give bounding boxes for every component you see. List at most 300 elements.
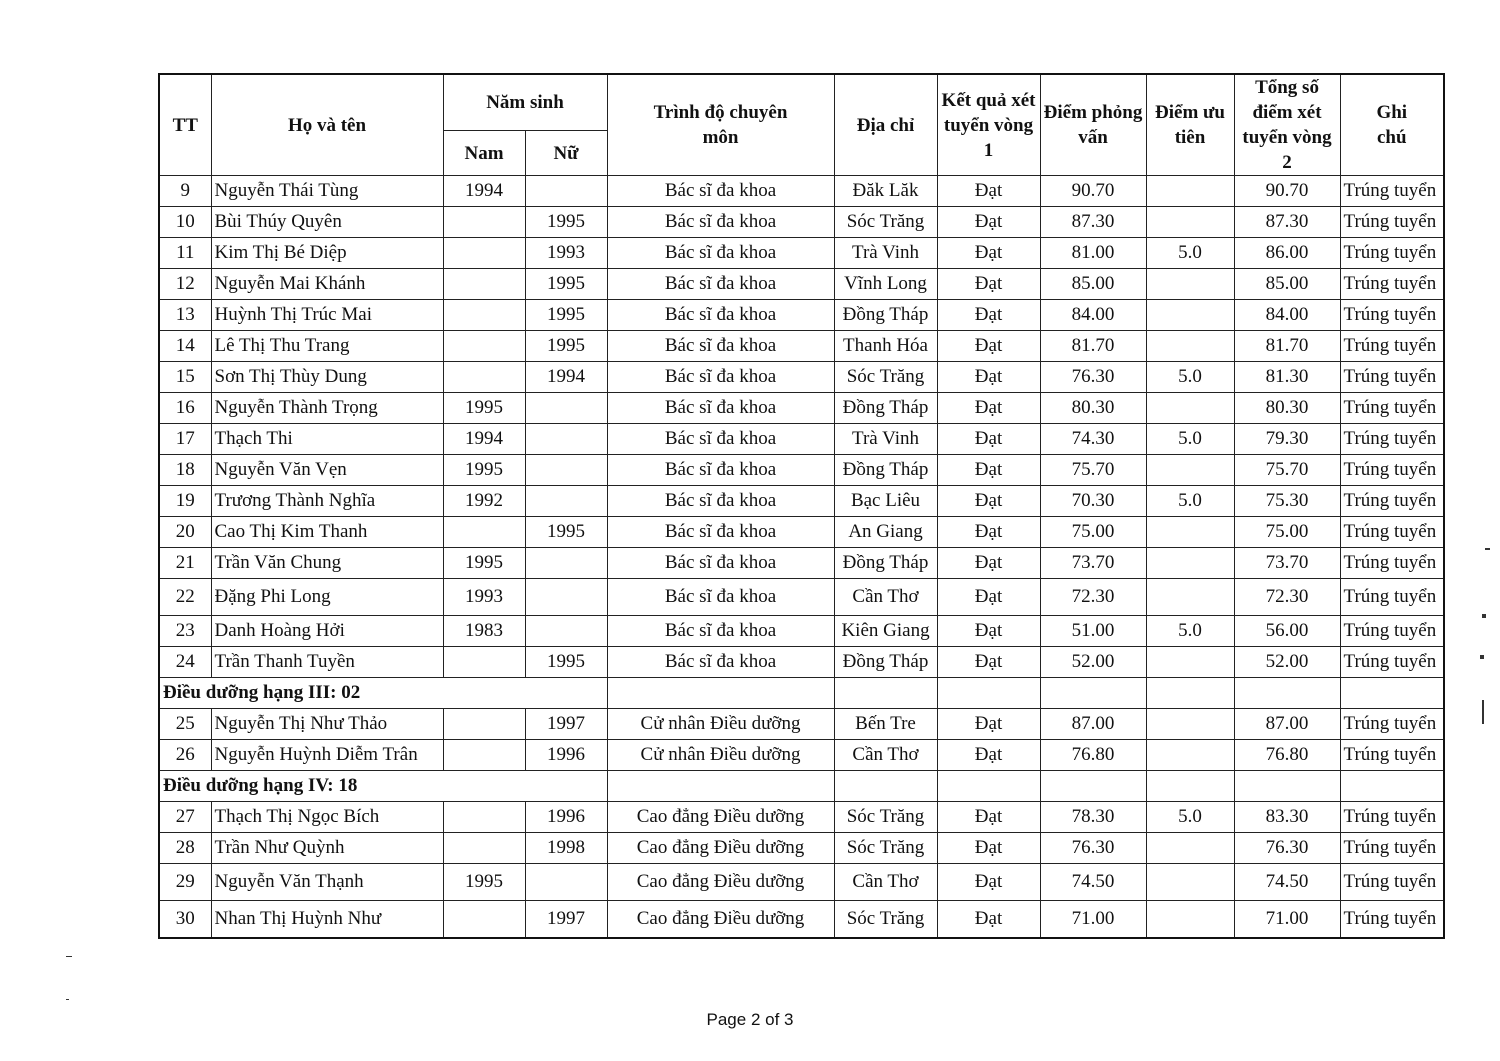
table-row bbox=[159, 579, 1444, 616]
cell-round1-result: Đạt bbox=[937, 802, 1040, 833]
table-row bbox=[159, 331, 1444, 362]
cell-interview-score: 76.80 bbox=[1040, 740, 1146, 771]
cell-birth-male bbox=[443, 207, 525, 238]
scan-mark bbox=[1485, 548, 1490, 550]
cell-name: Nguyễn Mai Khánh bbox=[211, 269, 443, 300]
table-row bbox=[159, 238, 1444, 269]
header-note: Ghi chú bbox=[1340, 74, 1444, 176]
cell-birth-male bbox=[443, 517, 525, 548]
cell-birth-male: 1994 bbox=[443, 424, 525, 455]
empty-cell bbox=[834, 771, 937, 802]
cell-note: Trúng tuyển bbox=[1340, 207, 1444, 238]
cell-qualification: Bác sĩ đa khoa bbox=[607, 300, 834, 331]
empty-cell bbox=[1234, 771, 1340, 802]
cell-address: Sóc Trăng bbox=[834, 901, 937, 938]
cell-birth-male bbox=[443, 300, 525, 331]
cell-qualification: Bác sĩ đa khoa bbox=[607, 207, 834, 238]
cell-note: Trúng tuyển bbox=[1340, 709, 1444, 740]
cell-interview-score: 70.30 bbox=[1040, 486, 1146, 517]
section-row bbox=[159, 678, 1444, 709]
page-footer: Page 2 of 3 bbox=[706, 1010, 794, 1029]
cell-tt: 11 bbox=[159, 238, 211, 269]
cell-address: Đồng Tháp bbox=[834, 393, 937, 424]
cell-birth-female: 1995 bbox=[525, 269, 607, 300]
cell-address: Kiên Giang bbox=[834, 616, 937, 647]
table-row bbox=[159, 517, 1444, 548]
cell-tt: 10 bbox=[159, 207, 211, 238]
cell-interview-score: 81.00 bbox=[1040, 238, 1146, 269]
cell-address: Thanh Hóa bbox=[834, 331, 937, 362]
cell-priority-score bbox=[1146, 709, 1234, 740]
cell-priority-score: 5.0 bbox=[1146, 616, 1234, 647]
cell-qualification: Bác sĩ đa khoa bbox=[607, 238, 834, 269]
cell-interview-score: 74.50 bbox=[1040, 864, 1146, 901]
cell-tt: 18 bbox=[159, 455, 211, 486]
cell-name: Lê Thị Thu Trang bbox=[211, 331, 443, 362]
cell-birth-female bbox=[525, 393, 607, 424]
cell-address: Đăk Lăk bbox=[834, 176, 937, 207]
cell-birth-male: 1994 bbox=[443, 176, 525, 207]
cell-qualification: Cao đẳng Điều dưỡng bbox=[607, 864, 834, 901]
cell-note: Trúng tuyển bbox=[1340, 548, 1444, 579]
cell-name: Thạch Thị Ngọc Bích bbox=[211, 802, 443, 833]
cell-tt: 21 bbox=[159, 548, 211, 579]
cell-birth-male: 1993 bbox=[443, 579, 525, 616]
cell-total-score: 87.00 bbox=[1234, 709, 1340, 740]
cell-address: Cần Thơ bbox=[834, 864, 937, 901]
cell-round1-result: Đạt bbox=[937, 362, 1040, 393]
cell-total-score: 85.00 bbox=[1234, 269, 1340, 300]
table-row bbox=[159, 901, 1444, 938]
section-label: Điều dưỡng hạng IV: 18 bbox=[159, 771, 607, 802]
cell-birth-female bbox=[525, 176, 607, 207]
cell-priority-score: 5.0 bbox=[1146, 424, 1234, 455]
cell-name: Danh Hoàng Hởi bbox=[211, 616, 443, 647]
cell-birth-female: 1995 bbox=[525, 331, 607, 362]
cell-round1-result: Đạt bbox=[937, 709, 1040, 740]
cell-interview-score: 78.30 bbox=[1040, 802, 1146, 833]
cell-tt: 14 bbox=[159, 331, 211, 362]
cell-address: Sóc Trăng bbox=[834, 362, 937, 393]
header-tt: TT bbox=[159, 74, 211, 176]
cell-tt: 23 bbox=[159, 616, 211, 647]
cell-interview-score: 75.00 bbox=[1040, 517, 1146, 548]
cell-note: Trúng tuyển bbox=[1340, 176, 1444, 207]
cell-total-score: 73.70 bbox=[1234, 548, 1340, 579]
cell-priority-score bbox=[1146, 833, 1234, 864]
cell-priority-score bbox=[1146, 517, 1234, 548]
table-row bbox=[159, 548, 1444, 579]
cell-qualification: Bác sĩ đa khoa bbox=[607, 647, 834, 678]
cell-birth-male bbox=[443, 331, 525, 362]
header-birth-year: Năm sinh bbox=[443, 74, 607, 131]
cell-qualification: Bác sĩ đa khoa bbox=[607, 548, 834, 579]
cell-round1-result: Đạt bbox=[937, 864, 1040, 901]
cell-tt: 26 bbox=[159, 740, 211, 771]
cell-round1-result: Đạt bbox=[937, 455, 1040, 486]
cell-total-score: 75.70 bbox=[1234, 455, 1340, 486]
cell-round1-result: Đạt bbox=[937, 238, 1040, 269]
table-row bbox=[159, 647, 1444, 678]
cell-tt: 27 bbox=[159, 802, 211, 833]
cell-round1-result: Đạt bbox=[937, 269, 1040, 300]
cell-birth-male bbox=[443, 802, 525, 833]
empty-cell bbox=[834, 678, 937, 709]
cell-round1-result: Đạt bbox=[937, 833, 1040, 864]
cell-qualification: Bác sĩ đa khoa bbox=[607, 393, 834, 424]
empty-cell bbox=[607, 771, 834, 802]
cell-note: Trúng tuyển bbox=[1340, 331, 1444, 362]
cell-tt: 29 bbox=[159, 864, 211, 901]
cell-birth-female: 1996 bbox=[525, 740, 607, 771]
cell-round1-result: Đạt bbox=[937, 901, 1040, 938]
cell-birth-female: 1996 bbox=[525, 802, 607, 833]
cell-note: Trúng tuyển bbox=[1340, 579, 1444, 616]
cell-interview-score: 76.30 bbox=[1040, 833, 1146, 864]
cell-round1-result: Đạt bbox=[937, 548, 1040, 579]
cell-priority-score: 5.0 bbox=[1146, 362, 1234, 393]
header-male: Nam bbox=[443, 131, 525, 176]
table-row bbox=[159, 393, 1444, 424]
empty-cell bbox=[1234, 678, 1340, 709]
cell-tt: 30 bbox=[159, 901, 211, 938]
cell-note: Trúng tuyển bbox=[1340, 802, 1444, 833]
table-row bbox=[159, 269, 1444, 300]
cell-name: Nguyễn Thị Như Thảo bbox=[211, 709, 443, 740]
cell-tt: 20 bbox=[159, 517, 211, 548]
cell-tt: 13 bbox=[159, 300, 211, 331]
table-row bbox=[159, 802, 1444, 833]
cell-address: Trà Vinh bbox=[834, 238, 937, 269]
table-row bbox=[159, 486, 1444, 517]
cell-interview-score: 87.30 bbox=[1040, 207, 1146, 238]
table-row bbox=[159, 864, 1444, 901]
cell-total-score: 56.00 bbox=[1234, 616, 1340, 647]
header-priority-score: Điểm ưu tiên bbox=[1146, 74, 1234, 176]
section-label: Điều dưỡng hạng III: 02 bbox=[159, 678, 607, 709]
cell-priority-score bbox=[1146, 455, 1234, 486]
cell-name: Sơn Thị Thùy Dung bbox=[211, 362, 443, 393]
cell-address: Cần Thơ bbox=[834, 579, 937, 616]
table-row bbox=[159, 362, 1444, 393]
header-round1-result: Kết quả xét tuyển vòng 1 bbox=[937, 74, 1040, 176]
cell-note: Trúng tuyển bbox=[1340, 362, 1444, 393]
cell-birth-female: 1995 bbox=[525, 300, 607, 331]
cell-tt: 19 bbox=[159, 486, 211, 517]
cell-birth-female: 1997 bbox=[525, 901, 607, 938]
cell-note: Trúng tuyển bbox=[1340, 393, 1444, 424]
empty-cell bbox=[1340, 771, 1444, 802]
cell-note: Trúng tuyển bbox=[1340, 740, 1444, 771]
cell-qualification: Bác sĩ đa khoa bbox=[607, 579, 834, 616]
cell-priority-score bbox=[1146, 901, 1234, 938]
empty-cell bbox=[1040, 771, 1146, 802]
cell-interview-score: 84.00 bbox=[1040, 300, 1146, 331]
cell-address: Sóc Trăng bbox=[834, 833, 937, 864]
cell-birth-female: 1998 bbox=[525, 833, 607, 864]
scan-mark bbox=[1482, 614, 1486, 618]
header-address: Địa chỉ bbox=[834, 74, 937, 176]
cell-priority-score bbox=[1146, 176, 1234, 207]
empty-cell bbox=[607, 678, 834, 709]
cell-note: Trúng tuyển bbox=[1340, 901, 1444, 938]
cell-qualification: Bác sĩ đa khoa bbox=[607, 176, 834, 207]
cell-priority-score bbox=[1146, 579, 1234, 616]
cell-qualification: Cao đẳng Điều dưỡng bbox=[607, 802, 834, 833]
cell-birth-female bbox=[525, 864, 607, 901]
cell-note: Trúng tuyển bbox=[1340, 647, 1444, 678]
header-interview-score: Điểm phỏng vấn bbox=[1040, 74, 1146, 176]
cell-round1-result: Đạt bbox=[937, 300, 1040, 331]
header-qualification: Trình độ chuyên môn bbox=[607, 74, 834, 176]
cell-total-score: 71.00 bbox=[1234, 901, 1340, 938]
header-female: Nữ bbox=[525, 131, 607, 176]
cell-birth-female bbox=[525, 455, 607, 486]
cell-priority-score bbox=[1146, 393, 1234, 424]
cell-birth-female bbox=[525, 486, 607, 517]
cell-birth-female: 1993 bbox=[525, 238, 607, 269]
empty-cell bbox=[1146, 678, 1234, 709]
cell-name: Nhan Thị Huỳnh Như bbox=[211, 901, 443, 938]
cell-name: Trương Thành Nghĩa bbox=[211, 486, 443, 517]
cell-birth-male bbox=[443, 740, 525, 771]
cell-birth-female bbox=[525, 548, 607, 579]
cell-total-score: 75.00 bbox=[1234, 517, 1340, 548]
cell-birth-male: 1995 bbox=[443, 455, 525, 486]
cell-interview-score: 80.30 bbox=[1040, 393, 1146, 424]
cell-birth-female: 1994 bbox=[525, 362, 607, 393]
cell-priority-score bbox=[1146, 740, 1234, 771]
cell-round1-result: Đạt bbox=[937, 207, 1040, 238]
cell-name: Thạch Thi bbox=[211, 424, 443, 455]
cell-total-score: 79.30 bbox=[1234, 424, 1340, 455]
cell-qualification: Cao đẳng Điều dưỡng bbox=[607, 833, 834, 864]
table-row bbox=[159, 176, 1444, 207]
cell-total-score: 80.30 bbox=[1234, 393, 1340, 424]
cell-priority-score bbox=[1146, 331, 1234, 362]
cell-interview-score: 75.70 bbox=[1040, 455, 1146, 486]
cell-birth-female: 1997 bbox=[525, 709, 607, 740]
table-row bbox=[159, 300, 1444, 331]
cell-round1-result: Đạt bbox=[937, 331, 1040, 362]
cell-priority-score: 5.0 bbox=[1146, 802, 1234, 833]
cell-qualification: Bác sĩ đa khoa bbox=[607, 269, 834, 300]
cell-note: Trúng tuyển bbox=[1340, 833, 1444, 864]
table-row bbox=[159, 616, 1444, 647]
cell-name: Nguyễn Thái Tùng bbox=[211, 176, 443, 207]
cell-birth-male bbox=[443, 269, 525, 300]
cell-birth-male bbox=[443, 362, 525, 393]
cell-qualification: Cử nhân Điều dưỡng bbox=[607, 740, 834, 771]
cell-total-score: 52.00 bbox=[1234, 647, 1340, 678]
cell-note: Trúng tuyển bbox=[1340, 864, 1444, 901]
empty-cell bbox=[937, 678, 1040, 709]
cell-tt: 25 bbox=[159, 709, 211, 740]
cell-birth-female bbox=[525, 616, 607, 647]
cell-total-score: 90.70 bbox=[1234, 176, 1340, 207]
cell-qualification: Bác sĩ đa khoa bbox=[607, 424, 834, 455]
cell-note: Trúng tuyển bbox=[1340, 424, 1444, 455]
cell-note: Trúng tuyển bbox=[1340, 455, 1444, 486]
cell-round1-result: Đạt bbox=[937, 740, 1040, 771]
cell-name: Nguyễn Huỳnh Diễm Trân bbox=[211, 740, 443, 771]
cell-qualification: Bác sĩ đa khoa bbox=[607, 455, 834, 486]
cell-interview-score: 76.30 bbox=[1040, 362, 1146, 393]
cell-round1-result: Đạt bbox=[937, 424, 1040, 455]
cell-address: Sóc Trăng bbox=[834, 802, 937, 833]
cell-address: Bến Tre bbox=[834, 709, 937, 740]
cell-interview-score: 85.00 bbox=[1040, 269, 1146, 300]
cell-priority-score: 5.0 bbox=[1146, 238, 1234, 269]
cell-address: Cần Thơ bbox=[834, 740, 937, 771]
cell-round1-result: Đạt bbox=[937, 486, 1040, 517]
cell-priority-score bbox=[1146, 864, 1234, 901]
cell-priority-score bbox=[1146, 207, 1234, 238]
cell-total-score: 81.70 bbox=[1234, 331, 1340, 362]
header-total-score: Tổng số điểm xét tuyển vòng 2 bbox=[1234, 74, 1340, 176]
cell-address: Trà Vinh bbox=[834, 424, 937, 455]
section-row bbox=[159, 771, 1444, 802]
table-row bbox=[159, 207, 1444, 238]
cell-tt: 15 bbox=[159, 362, 211, 393]
table-row bbox=[159, 740, 1444, 771]
cell-address: Đồng Tháp bbox=[834, 647, 937, 678]
cell-name: Nguyễn Văn Vẹn bbox=[211, 455, 443, 486]
table-row bbox=[159, 709, 1444, 740]
cell-interview-score: 81.70 bbox=[1040, 331, 1146, 362]
cell-total-score: 76.30 bbox=[1234, 833, 1340, 864]
cell-birth-male: 1995 bbox=[443, 864, 525, 901]
cell-interview-score: 71.00 bbox=[1040, 901, 1146, 938]
cell-priority-score bbox=[1146, 269, 1234, 300]
cell-round1-result: Đạt bbox=[937, 647, 1040, 678]
cell-address: Sóc Trăng bbox=[834, 207, 937, 238]
cell-qualification: Bác sĩ đa khoa bbox=[607, 517, 834, 548]
cell-birth-male: 1992 bbox=[443, 486, 525, 517]
cell-total-score: 74.50 bbox=[1234, 864, 1340, 901]
scan-mark bbox=[1482, 700, 1484, 724]
cell-interview-score: 51.00 bbox=[1040, 616, 1146, 647]
cell-tt: 24 bbox=[159, 647, 211, 678]
cell-total-score: 76.80 bbox=[1234, 740, 1340, 771]
empty-cell bbox=[1146, 771, 1234, 802]
cell-birth-male bbox=[443, 238, 525, 269]
cell-birth-female: 1995 bbox=[525, 207, 607, 238]
cell-round1-result: Đạt bbox=[937, 616, 1040, 647]
cell-tt: 28 bbox=[159, 833, 211, 864]
cell-tt: 12 bbox=[159, 269, 211, 300]
cell-birth-male: 1995 bbox=[443, 393, 525, 424]
cell-qualification: Cao đẳng Điều dưỡng bbox=[607, 901, 834, 938]
cell-address: Đồng Tháp bbox=[834, 455, 937, 486]
cell-qualification: Bác sĩ đa khoa bbox=[607, 486, 834, 517]
scan-mark bbox=[66, 956, 72, 957]
cell-address: Đồng Tháp bbox=[834, 300, 937, 331]
cell-birth-female: 1995 bbox=[525, 647, 607, 678]
cell-note: Trúng tuyển bbox=[1340, 269, 1444, 300]
cell-name: Trần Thanh Tuyền bbox=[211, 647, 443, 678]
cell-priority-score bbox=[1146, 548, 1234, 579]
empty-cell bbox=[1340, 678, 1444, 709]
cell-tt: 17 bbox=[159, 424, 211, 455]
cell-birth-male bbox=[443, 901, 525, 938]
cell-note: Trúng tuyển bbox=[1340, 300, 1444, 331]
scan-mark bbox=[66, 999, 69, 1000]
cell-round1-result: Đạt bbox=[937, 517, 1040, 548]
cell-total-score: 72.30 bbox=[1234, 579, 1340, 616]
cell-birth-male: 1983 bbox=[443, 616, 525, 647]
cell-birth-female bbox=[525, 424, 607, 455]
cell-qualification: Bác sĩ đa khoa bbox=[607, 616, 834, 647]
table-row bbox=[159, 424, 1444, 455]
cell-birth-male bbox=[443, 709, 525, 740]
table-row bbox=[159, 455, 1444, 486]
cell-priority-score: 5.0 bbox=[1146, 486, 1234, 517]
cell-interview-score: 73.70 bbox=[1040, 548, 1146, 579]
cell-name: Đặng Phi Long bbox=[211, 579, 443, 616]
empty-cell bbox=[937, 771, 1040, 802]
cell-interview-score: 74.30 bbox=[1040, 424, 1146, 455]
cell-qualification: Bác sĩ đa khoa bbox=[607, 362, 834, 393]
cell-interview-score: 52.00 bbox=[1040, 647, 1146, 678]
header-name: Họ và tên bbox=[211, 74, 443, 176]
cell-round1-result: Đạt bbox=[937, 176, 1040, 207]
table-row bbox=[159, 833, 1444, 864]
cell-address: An Giang bbox=[834, 517, 937, 548]
cell-round1-result: Đạt bbox=[937, 579, 1040, 616]
cell-name: Nguyễn Thành Trọng bbox=[211, 393, 443, 424]
cell-note: Trúng tuyển bbox=[1340, 238, 1444, 269]
cell-round1-result: Đạt bbox=[937, 393, 1040, 424]
cell-total-score: 84.00 bbox=[1234, 300, 1340, 331]
cell-qualification: Bác sĩ đa khoa bbox=[607, 331, 834, 362]
cell-priority-score bbox=[1146, 647, 1234, 678]
cell-birth-male: 1995 bbox=[443, 548, 525, 579]
cell-address: Vĩnh Long bbox=[834, 269, 937, 300]
cell-total-score: 75.30 bbox=[1234, 486, 1340, 517]
empty-cell bbox=[1040, 678, 1146, 709]
cell-note: Trúng tuyển bbox=[1340, 486, 1444, 517]
cell-birth-male bbox=[443, 647, 525, 678]
cell-name: Nguyễn Văn Thạnh bbox=[211, 864, 443, 901]
cell-birth-female: 1995 bbox=[525, 517, 607, 548]
cell-name: Huỳnh Thị Trúc Mai bbox=[211, 300, 443, 331]
cell-tt: 16 bbox=[159, 393, 211, 424]
cell-priority-score bbox=[1146, 300, 1234, 331]
cell-total-score: 81.30 bbox=[1234, 362, 1340, 393]
results-table bbox=[158, 73, 1445, 939]
cell-birth-female bbox=[525, 579, 607, 616]
cell-name: Trần Văn Chung bbox=[211, 548, 443, 579]
cell-name: Bùi Thúy Quyên bbox=[211, 207, 443, 238]
cell-address: Đồng Tháp bbox=[834, 548, 937, 579]
cell-interview-score: 90.70 bbox=[1040, 176, 1146, 207]
cell-interview-score: 72.30 bbox=[1040, 579, 1146, 616]
cell-qualification: Cử nhân Điều dưỡng bbox=[607, 709, 834, 740]
cell-tt: 9 bbox=[159, 176, 211, 207]
scan-mark bbox=[1480, 655, 1484, 659]
cell-total-score: 83.30 bbox=[1234, 802, 1340, 833]
cell-total-score: 86.00 bbox=[1234, 238, 1340, 269]
cell-birth-male bbox=[443, 833, 525, 864]
cell-name: Kim Thị Bé Diệp bbox=[211, 238, 443, 269]
cell-interview-score: 87.00 bbox=[1040, 709, 1146, 740]
cell-note: Trúng tuyển bbox=[1340, 517, 1444, 548]
cell-note: Trúng tuyển bbox=[1340, 616, 1444, 647]
cell-address: Bạc Liêu bbox=[834, 486, 937, 517]
cell-name: Trần Như Quỳnh bbox=[211, 833, 443, 864]
cell-total-score: 87.30 bbox=[1234, 207, 1340, 238]
